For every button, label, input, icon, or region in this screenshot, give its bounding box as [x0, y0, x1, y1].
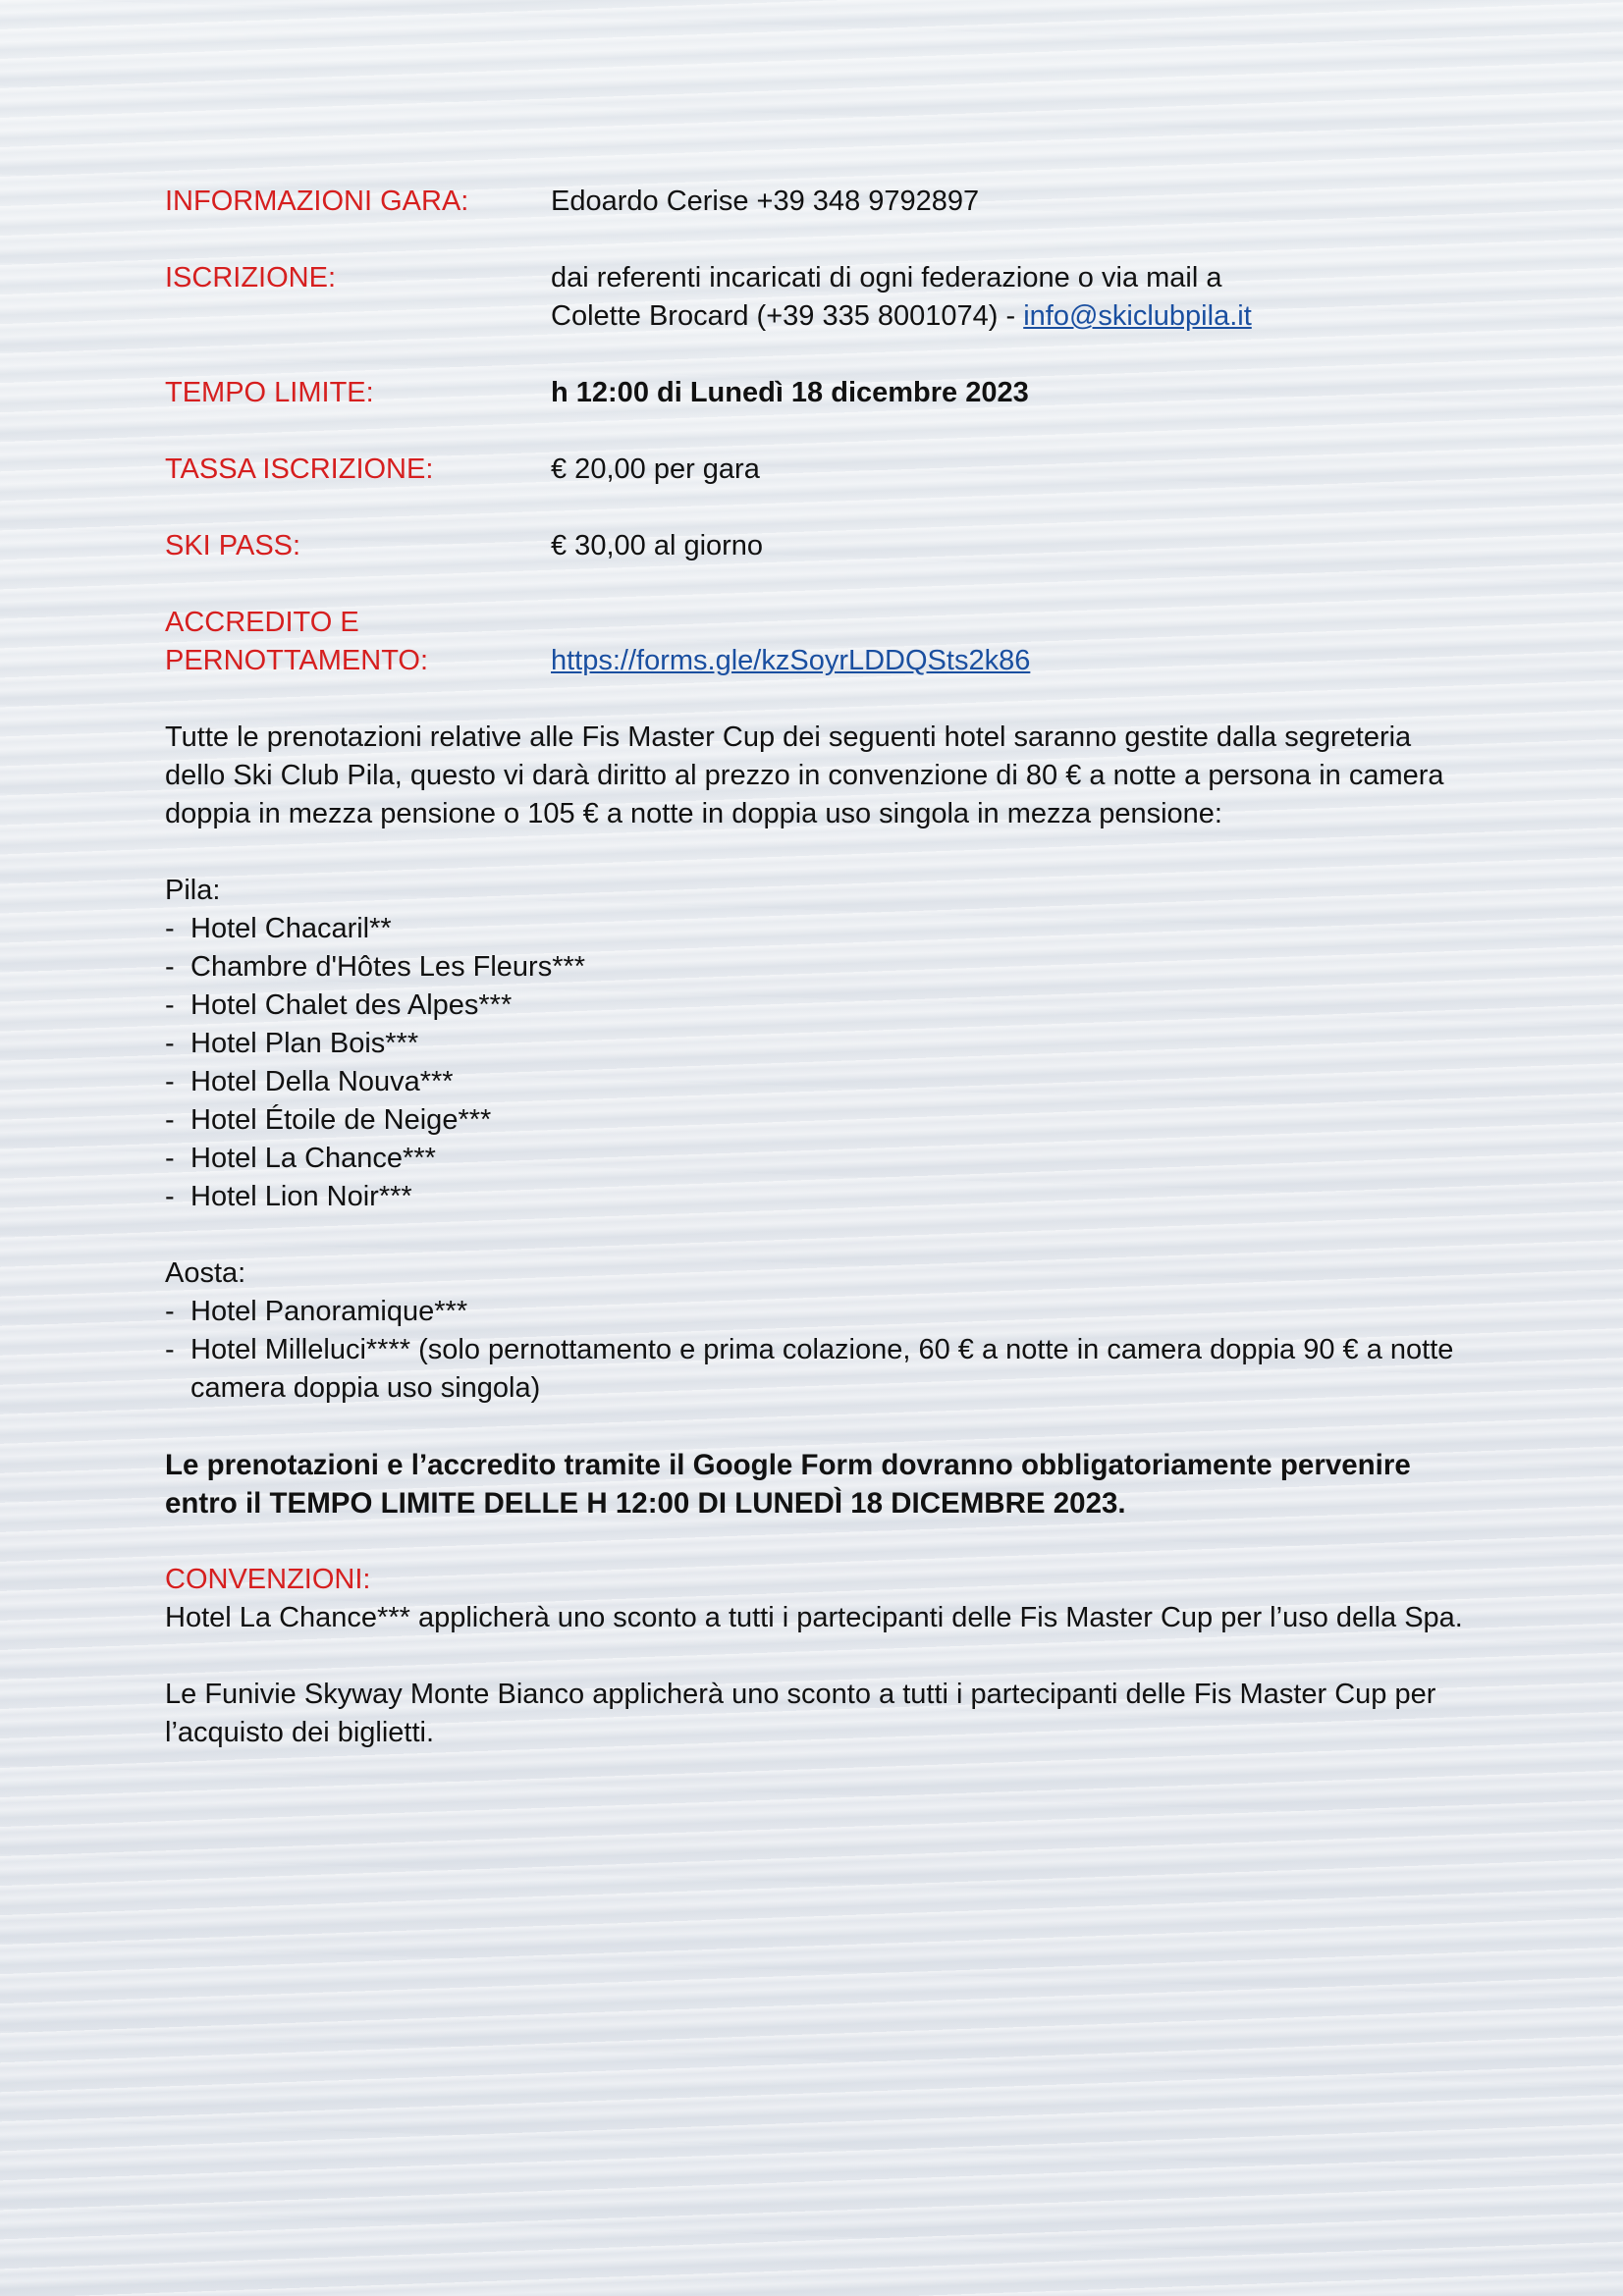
google-form-link[interactable]: https://forms.gle/kzSoyrLDDQSts2k86	[551, 645, 1031, 676]
tempo-label: TEMPO LIMITE:	[165, 377, 374, 408]
intro-paragraph: Tutte le prenotazioni relative alle Fis Master Cup dei seguenti hotel saranno gestite dalla segreteria dello Ski Club Pila, questo vi darà diritto al prezzo in convenzione di 80 € a notte a persona in camera doppia in mezza pensione o 105 € a notte in doppia uso singola in mezza pensione:	[165, 721, 1444, 829]
iscrizione-value	[551, 259, 1471, 336]
convenzioni-title: CONVENZIONI:	[165, 1564, 371, 1595]
iscrizione-line2	[551, 297, 1471, 336]
iscrizione-contact: Colette Brocard (+39 335 8001074) -	[551, 300, 1024, 332]
info-row-skipass	[165, 527, 1471, 565]
info-row-tempo	[165, 374, 1471, 412]
booking-notice: Le prenotazioni e l’accredito tramite il Google Form dovranno obbligatoriamente pervenire entro il TEMPO LIMITE DELLE H 12:00 DI LUNEDÌ 18 DICEMBRE 2023.	[165, 1449, 1411, 1520]
email-link[interactable]: info@skiclubpila.it	[1023, 300, 1252, 332]
list-item: - Hotel Chalet des Alpes***	[165, 987, 1471, 1025]
tassa-label: TASSA ISCRIZIONE:	[165, 454, 434, 485]
accredito-label-line2: PERNOTTAMENTO:	[165, 645, 428, 676]
info-row-tassa	[165, 451, 1471, 489]
convenzioni-paragraph-1: Hotel La Chance*** applicherà uno sconto a tutti i partecipanti delle Fis Master Cup per l’uso della Spa.	[165, 1602, 1463, 1633]
list-item: - Hotel Milleluci**** (solo pernottamento e prima colazione, 60 € a notte in camera doppia 90 € a notte camera doppia uso singola)	[165, 1331, 1471, 1408]
aosta-hotel-list	[165, 1293, 1471, 1408]
document-page	[165, 183, 1471, 1790]
aosta-title: Aosta:	[165, 1257, 246, 1289]
convenzioni-paragraph-2: Le Funivie Skyway Monte Bianco applicherà uno sconto a tutti i partecipanti delle Fis Master Cup per l’acquisto dei biglietti.	[165, 1679, 1436, 1748]
info-row-gara	[165, 183, 1471, 221]
list-item: - Hotel Étoile de Neige***	[165, 1101, 1471, 1140]
list-item: - Hotel La Chance***	[165, 1140, 1471, 1178]
tempo-value: h 12:00 di Lunedì 18 dicembre 2023	[551, 377, 1029, 408]
accredito-label-line1: ACCREDITO E	[165, 607, 359, 638]
list-item: - Hotel Lion Noir***	[165, 1178, 1471, 1216]
iscrizione-line1: dai referenti incaricati di ogni federazione o via mail a	[551, 262, 1222, 294]
accredito-label	[165, 604, 551, 680]
list-item: - Chambre d'Hôtes Les Fleurs***	[165, 948, 1471, 987]
pila-hotel-list	[165, 910, 1471, 1216]
gara-value: Edoardo Cerise +39 348 9792897	[551, 186, 980, 217]
iscrizione-label: ISCRIZIONE:	[165, 262, 337, 294]
list-item: - Hotel Chacaril**	[165, 910, 1471, 948]
skipass-value: € 30,00 al giorno	[551, 530, 764, 561]
list-item: - Hotel Panoramique***	[165, 1293, 1471, 1331]
tassa-value: € 20,00 per gara	[551, 454, 760, 485]
list-item: - Hotel Della Nouva***	[165, 1063, 1471, 1101]
info-row-iscrizione	[165, 259, 1471, 336]
pila-title: Pila:	[165, 875, 221, 906]
skipass-label: SKI PASS:	[165, 530, 301, 561]
gara-label: INFORMAZIONI GARA:	[165, 186, 469, 217]
list-item: - Hotel Plan Bois***	[165, 1025, 1471, 1063]
accredito-value	[551, 642, 1471, 680]
info-row-accredito	[165, 604, 1471, 680]
